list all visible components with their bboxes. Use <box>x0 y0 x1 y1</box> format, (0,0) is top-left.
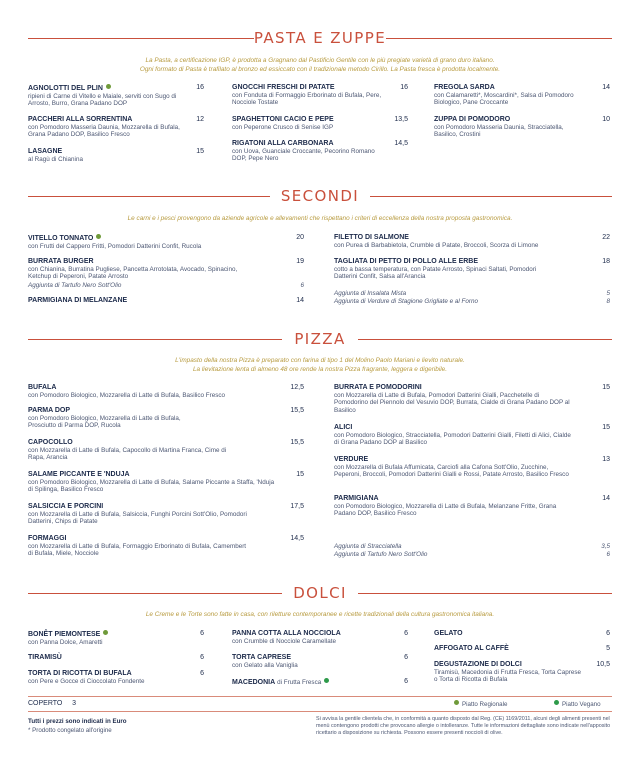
extra-price: 5 <box>606 290 610 297</box>
item-name: GNOCCHI FRESCHI DI PATATE <box>232 84 335 91</box>
item-description: con Pomodoro Biologico, Mozzarella di Latte di Bufala, Salame Piccante a Staffa, 'Nduja di Spilinga, Basilico Fresco <box>28 479 275 494</box>
section-header-secondi <box>28 188 612 204</box>
item-price: 16 <box>196 84 204 91</box>
menu-item <box>28 297 304 305</box>
legend-vegan <box>554 700 601 708</box>
item-price: 15 <box>196 148 204 155</box>
item-price: 15 <box>602 384 610 391</box>
item-name: AGNOLOTTI DEL PLIN <box>28 85 103 92</box>
extra-option <box>334 551 610 559</box>
item-description: con Pomodoro Biologico, Mozzarella di Latte di Bufala, Prosciutto di Parma DOP, Rucola <box>28 415 181 430</box>
item-name: BURRATA BURGER <box>28 258 94 265</box>
item-name: PARMIGIANA <box>334 495 379 502</box>
item-description: con Gelato alla Vaniglia <box>232 662 298 669</box>
extra-label: Aggiunta di Tartufo Nero Sott'Olio <box>334 551 428 558</box>
legend-label: Piatto Vegano <box>562 701 601 708</box>
menu-item <box>334 384 610 414</box>
item-name: FORMAGGI <box>28 535 67 542</box>
item-price: 12 <box>196 116 204 123</box>
item-name: FILETTO DI SALMONE <box>334 234 409 241</box>
item-price: 6 <box>404 654 408 661</box>
menu-item <box>434 645 610 653</box>
item-name: RIGATONI ALLA CARBONARA <box>232 140 334 147</box>
regional-dot-icon <box>454 700 459 705</box>
menu-item <box>232 84 408 107</box>
item-price: 6 <box>404 678 408 685</box>
legend-label: Piatto Regionale <box>462 701 508 708</box>
item-name: FREGOLA SARDA <box>434 84 495 91</box>
legend-regional <box>454 700 507 708</box>
item-price: 15 <box>602 424 610 431</box>
divider <box>28 711 612 712</box>
item-price: 5 <box>606 645 610 652</box>
item-name: PARMA DOP <box>28 407 70 414</box>
extra-label: Aggiunta di Verdure di Stagione Grigliate e al Forno <box>334 298 478 305</box>
item-price: 17,5 <box>290 503 304 510</box>
menu-item <box>28 535 304 558</box>
extra-option <box>28 282 304 290</box>
item-name: VITELLO TONNATO <box>28 235 94 242</box>
item-name: TIRAMISÙ <box>28 654 62 661</box>
item-name: PARMIGIANA DI MELANZANE <box>28 297 128 304</box>
item-description: ripieni di Carne di Vitello e Maiale, serviti con Sugo di Arrosto, Burro, Grana Padano DOP <box>28 93 177 108</box>
item-description: cotto a bassa temperatura, con Patate Arrosto, Spinaci Saltati, Pomodori Datterini Confit, Salsa all'Arancia <box>334 266 537 281</box>
coperto <box>28 700 88 708</box>
item-description: Tiramisù, Macedonia di Frutta Fresca, Torta Caprese o Torta di Ricotta di Bufala <box>434 669 581 684</box>
menu-item <box>334 234 610 249</box>
item-price: 15,5 <box>290 439 304 446</box>
item-price: 15,5 <box>290 407 304 414</box>
vegan-dot-icon <box>324 678 329 683</box>
item-name: MACEDONIA <box>232 679 276 686</box>
section-title-pasta: PASTA E ZUPPE <box>253 29 387 47</box>
item-name: SALSICCIA E PORCINI <box>28 503 104 510</box>
section-header-pizza <box>28 331 612 347</box>
extra-option <box>334 298 610 306</box>
intro-line: L'impasto della nostra Pizza è preparato con farina di tipo 1 del Molino Paolo Mariani e lievito naturale. <box>175 357 465 364</box>
item-price: 12,5 <box>290 384 304 391</box>
section-intro-pasta <box>28 56 612 74</box>
extra-label: Aggiunta di Insalata Mista <box>334 290 407 297</box>
item-price: 14 <box>602 84 610 91</box>
item-description: con Crumble di Nocciole Caramellate <box>232 638 336 645</box>
item-name: SALAME PICCANTE E 'NDUJA <box>28 471 130 478</box>
section-title-dolci: DOLCI <box>293 584 347 602</box>
item-price: 15 <box>296 471 304 478</box>
item-name: LASAGNE <box>28 148 63 155</box>
item-price: 14 <box>602 495 610 502</box>
item-description: con Purea di Barbabietola, Crumble di Patate, Broccoli, Scorza di Limone <box>334 242 539 249</box>
item-price: 20 <box>296 234 304 241</box>
item-name: ALICI <box>334 424 353 431</box>
menu-item <box>434 116 610 139</box>
intro-line: La lievitazione lenta di almeno 48 ore rende la nostra Pizza fragrante, leggera e digeribile. <box>192 366 447 373</box>
item-name: CAPOCOLLO <box>28 439 73 446</box>
menu-item <box>28 471 304 494</box>
item-name: GELATO <box>434 630 463 637</box>
regional-dot-icon <box>106 84 111 89</box>
item-price: 6 <box>200 654 204 661</box>
item-price: 18 <box>602 258 610 265</box>
menu-item <box>28 670 204 685</box>
section-header-dolci <box>28 585 612 601</box>
section-title-pizza: PIZZA <box>294 330 346 348</box>
item-price: 13,5 <box>394 116 408 123</box>
item-price: 14,5 <box>394 140 408 147</box>
intro-line: Ogni formato di Pasta è trafilato al bronzo ed essiccato con il tradizionale metodo Cirillo. La Pasta fresca è prodotta localmente. <box>139 66 501 73</box>
item-description: con Pomodoro Masseria Daunia, Stracciatella, Basilico, Crostini <box>434 124 564 139</box>
menu-item <box>28 148 204 163</box>
menu-item <box>28 384 304 399</box>
extra-price: 6 <box>300 282 304 289</box>
item-name: BUFALA <box>28 384 57 391</box>
menu-item <box>28 84 204 108</box>
item-description: con Uova, Guanciale Croccante, Pecorino Romano DOP, Pepe Nero <box>232 148 375 163</box>
frozen-note: * Prodotto congelato all'origine <box>28 727 112 734</box>
menu-item <box>334 495 610 518</box>
item-price: 10 <box>602 116 610 123</box>
menu-item <box>28 407 304 430</box>
menu-item <box>232 654 408 669</box>
section-title-secondi: SECONDI <box>280 187 360 205</box>
item-name: PACCHERI ALLA SORRENTINA <box>28 116 133 123</box>
item-price: 6 <box>200 630 204 637</box>
menu-item <box>434 84 610 107</box>
intro-line: La Pasta, a certificazione IGP, è prodotta a Gragnano dal Pastificio Gentile con le più pregiate varietà di grano duro italiano. <box>145 57 495 64</box>
item-description: con Pomodoro Masseria Daunia, Mozzarella di Bufala, Grana Padano DOP, Basilico Fresco <box>28 124 180 139</box>
item-description: con Pomodoro Biologico, Mozzarella di Latte di Bufala, Basilico Fresco <box>28 392 226 399</box>
item-description: con Frutti del Cappero Fritti, Pomodori Datterini Confit, Rucola <box>28 243 202 250</box>
menu-item <box>28 503 304 526</box>
item-price: 14,5 <box>290 535 304 542</box>
item-price: 22 <box>602 234 610 241</box>
item-description: con Mozzarella di Bufala Affumicata, Carciofi alla Cafona Sott'Olio, Zucchine, Peperoni, Broccoli, Pomodori Datterini Gialli e Rossi, Patate Arrosto, Basilico Fresco <box>334 464 569 479</box>
vegan-dot-icon <box>554 700 559 705</box>
menu-item <box>434 630 610 638</box>
item-description: di Frutta Fresca <box>277 679 322 686</box>
item-description: con Calamaretti*, Moscardini*, Salsa di Pomodoro Biologico, Pane Croccante <box>434 92 574 107</box>
item-price: 6 <box>200 670 204 677</box>
coperto-price: 3 <box>72 700 76 707</box>
menu-item <box>28 234 304 250</box>
item-description: con Pere e Gocce di Cioccolato Fondente <box>28 678 145 685</box>
section-intro-pizza <box>28 356 612 374</box>
item-description: con Pomodoro Biologico, Stracciatella, Pomodori Datterini Gialli, Filetti di Alici, Cialde di Grana Padano DOP al Basilico <box>334 432 571 447</box>
extra-option <box>334 543 610 551</box>
extra-price: 3,5 <box>601 543 610 550</box>
item-description: con Fonduta di Formaggio Erborinato di Bufala, Pere, Nocciole Tostate <box>232 92 382 107</box>
divider <box>28 696 612 697</box>
extra-option <box>334 290 610 298</box>
section-intro-dolci: Le Creme e le Torte sono fatte in casa, con riletture contemporanee e ricette tradizionali della cultura gastronomica italiana. <box>145 611 495 618</box>
coperto-label: COPERTO <box>28 700 63 707</box>
item-description: con Peperone Crusco di Senise IGP <box>232 124 334 131</box>
section-header-pasta <box>28 30 612 46</box>
item-description: con Chianina, Burratina Pugliese, Pancetta Arrotolata, Avocado, Spinacino, Ketchup di Peperoni, Patate Arrosto <box>28 266 238 281</box>
item-name: ZUPPA DI POMODORO <box>434 116 511 123</box>
item-name: VERDURE <box>334 456 369 463</box>
item-description: al Ragù di Chianina <box>28 156 83 163</box>
item-name: BONÊT PIEMONTESE <box>28 631 101 638</box>
item-name: DEGUSTAZIONE DI DOLCI <box>434 661 522 668</box>
extra-label: Aggiunta di Stracciatella <box>334 543 402 550</box>
menu-item <box>334 258 610 281</box>
section-intro-secondi: Le carni e i pesci provengono da aziende agricole e allevamenti che rispettano i criteri di eccellenza della nostra proposta gastronomica. <box>127 215 513 222</box>
item-description: con Pomodoro Biologico, Mozzarella di Latte di Bufala, Melanzane Fritte, Grana Padano DOP, Basilico Fresco <box>334 503 557 518</box>
extra-price: 6 <box>606 551 610 558</box>
item-description: con Mozzarella di Latte di Bufala, Salsiccia, Funghi Porcini Sott'Olio, Pomodori Datterini, Chips di Patate <box>28 511 247 526</box>
item-description: con Mozzarella di Latte di Bufala, Formaggio Erborinato di Bufala, Camembert di Bufala, Miele, Nocciole <box>28 543 247 558</box>
menu-item <box>434 661 610 684</box>
item-price: 14 <box>296 297 304 304</box>
menu-item <box>28 439 304 462</box>
item-price: 13 <box>602 456 610 463</box>
item-description: con Panna Dolce, Amaretti <box>28 639 103 646</box>
item-name: TORTA DI RICOTTA DI BUFALA <box>28 670 132 677</box>
menu-item <box>334 456 610 479</box>
menu-item <box>28 630 204 646</box>
extra-price: 8 <box>606 298 610 305</box>
item-name: TORTA CAPRESE <box>232 654 291 661</box>
regional-dot-icon <box>103 630 108 635</box>
item-price: 10,5 <box>596 661 610 668</box>
prices-note: Tutti i prezzi sono indicati in Euro <box>28 718 127 725</box>
item-name: SPAGHETTONI CACIO E PEPE <box>232 116 334 123</box>
regional-dot-icon <box>96 234 101 239</box>
item-price: 19 <box>296 258 304 265</box>
item-price: 6 <box>404 630 408 637</box>
menu-item <box>28 116 204 139</box>
menu-item <box>334 424 610 447</box>
menu-item <box>232 678 408 687</box>
item-description: con Mozzarella di Latte di Bufala, Pomodori Datterini Gialli, Pacchetelle di Pomodorino del Piennolo del Vesuvio DOP, Burrata, Cialde di Grana Padano DOP al Basilico <box>334 392 570 414</box>
menu-item <box>28 654 204 662</box>
item-description: con Mozzarella di Latte di Bufala, Capocollo di Martina Franca, Cime di Rapa, Arancia <box>28 447 227 462</box>
item-name: AFFOGATO AL CAFFÈ <box>434 645 509 652</box>
menu-item <box>232 630 408 645</box>
menu-item <box>28 258 304 281</box>
extra-label: Aggiunta di Tartufo Nero Sott'Olio <box>28 282 122 289</box>
allergen-note: Si avvisa la gentile clientela che, in conformità a quanto disposto dal Reg. (CE) 1169/2011, alcuni degli alimenti presenti nel menù contengono prodotti che provocano allergie o intolleranze. Tutte le informazioni dettagliate sono indicate nell'apposito ricettario a disposizione su richiesta. Possono essere presenti noccioli di olive. <box>316 716 611 736</box>
item-name: PANNA COTTA ALLA NOCCIOLA <box>232 630 341 637</box>
item-price: 16 <box>400 84 408 91</box>
menu-item <box>232 116 408 131</box>
item-price: 6 <box>606 630 610 637</box>
menu-item <box>232 140 408 163</box>
item-name: BURRATA E POMODORINI <box>334 384 422 391</box>
item-name: TAGLIATA DI PETTO DI POLLO ALLE ERBE <box>334 258 479 265</box>
